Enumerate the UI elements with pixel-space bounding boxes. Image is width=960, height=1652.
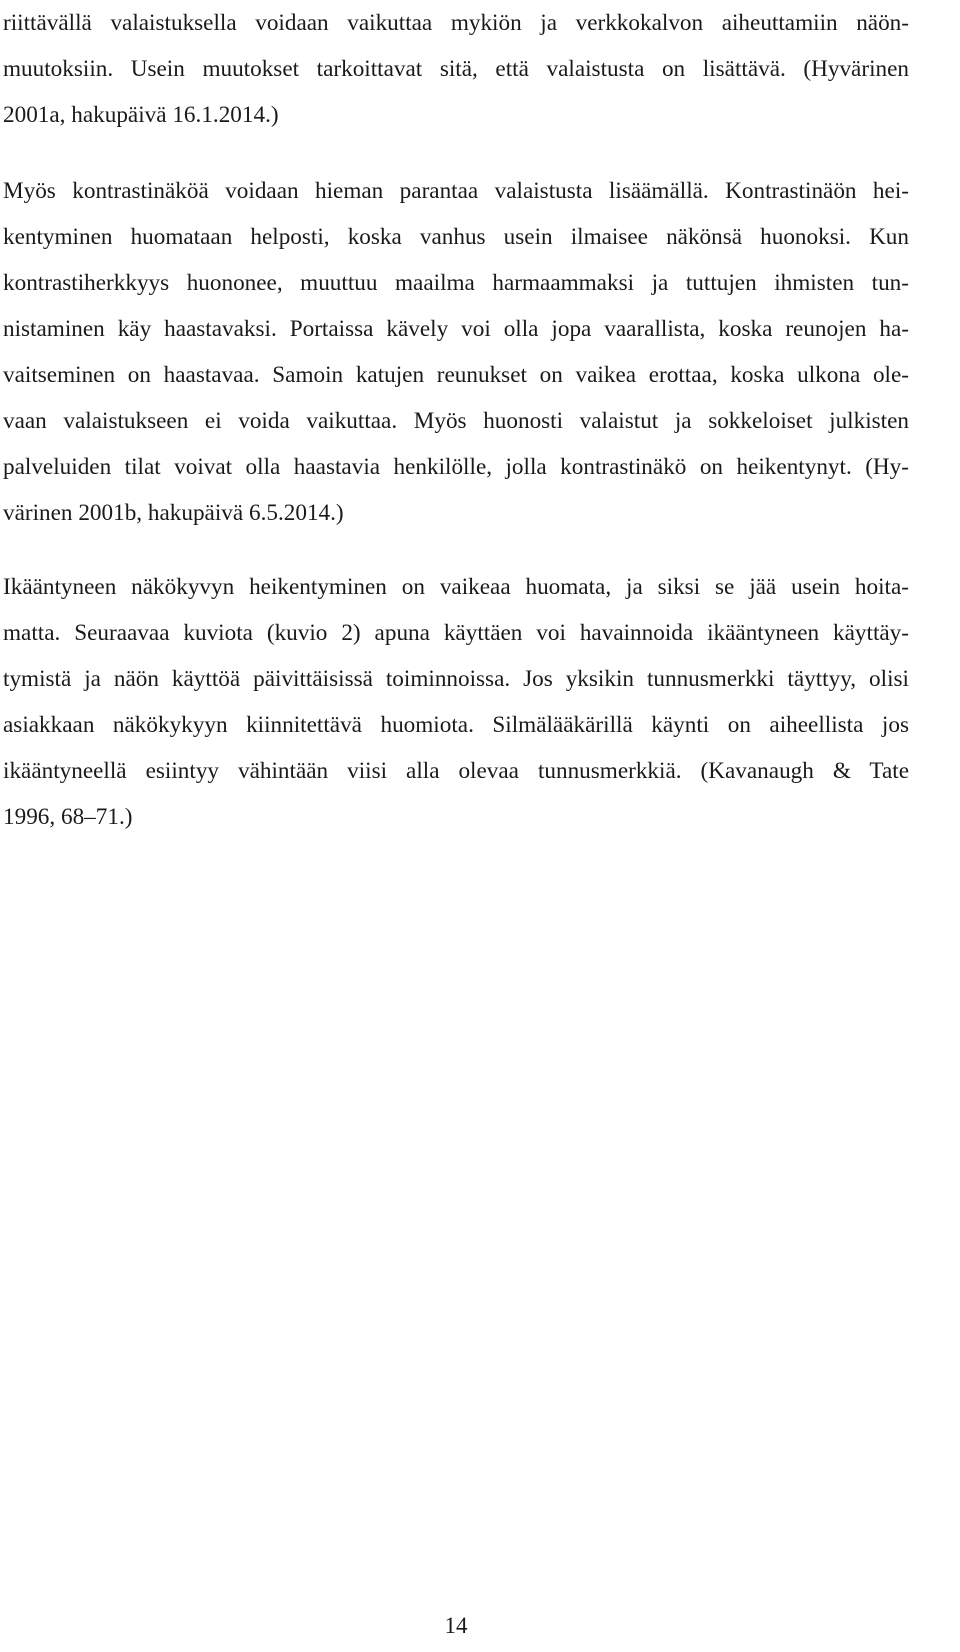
text-line: kontrastiherkkyys huononee, muuttuu maailma harmaammaksi ja tuttujen ihmisten tun- xyxy=(3,270,909,296)
text-line: riittävällä valaistuksella voidaan vaikuttaa mykiön ja verkkokalvon aiheuttamiin näön- xyxy=(3,10,909,36)
text-line: kentyminen huomataan helposti, koska vanhus usein ilmaisee näkönsä huonoksi. Kun xyxy=(3,224,909,250)
text-line: 1996, 68–71.) xyxy=(3,804,133,830)
text-line: 2001a, hakupäivä 16.1.2014.) xyxy=(3,102,279,128)
text-line: muutoksiin. Usein muutokset tarkoittavat sitä, että valaistusta on lisättävä. (Hyvärinen xyxy=(3,56,909,82)
text-line: tymistä ja näön käyttöä päivittäisissä toiminnoissa. Jos yksikin tunnusmerkki täyttyy, olisi xyxy=(3,666,909,692)
text-line: matta. Seuraavaa kuviota (kuvio 2) apuna käyttäen voi havainnoida ikääntyneen käyttäy- xyxy=(3,620,909,646)
text-line: vaitseminen on haastavaa. Samoin katujen reunukset on vaikea erottaa, koska ulkona ole- xyxy=(3,362,909,388)
text-line: Myös kontrastinäköä voidaan hieman parantaa valaistusta lisäämällä. Kontrastinäön hei- xyxy=(3,178,909,204)
text-line: ikääntyneellä esiintyy vähintään viisi alla olevaa tunnusmerkkiä. (Kavanaugh & Tate xyxy=(3,758,909,784)
text-line: asiakkaan näkökykyyn kiinnitettävä huomiota. Silmälääkärillä käynti on aiheellista jos xyxy=(3,712,909,738)
paragraph-aging-vision xyxy=(3,564,909,840)
page-number: 14 xyxy=(444,1613,468,1638)
paragraph-lighting xyxy=(3,0,909,138)
text-line: vaan valaistukseen ei voida vaikuttaa. Myös huonosti valaistut ja sokkeloiset julkisten xyxy=(3,408,909,434)
text-line: Ikääntyneen näkökyvyn heikentyminen on vaikeaa huomata, ja siksi se jää usein hoita- xyxy=(3,574,909,600)
text-line: värinen 2001b, hakupäivä 6.5.2014.) xyxy=(3,500,344,526)
paragraph-contrast-vision xyxy=(3,168,909,536)
text-line: nistaminen käy haastavaksi. Portaissa kävely voi olla jopa vaarallista, koska reunojen ha- xyxy=(3,316,909,342)
text-line: palveluiden tilat voivat olla haastavia henkilölle, jolla kontrastinäkö on heikentynyt. (Hy- xyxy=(3,454,909,480)
